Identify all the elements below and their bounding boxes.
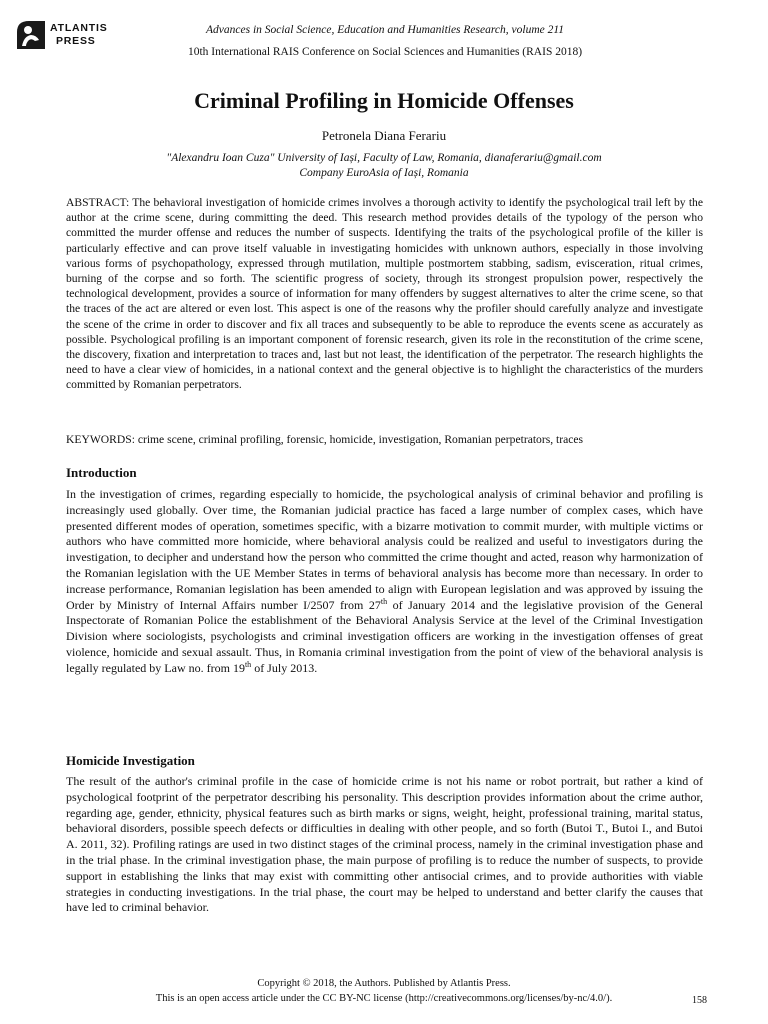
affiliation-line1: "Alexandru Ioan Cuza" University of Iași, Faculty of Law, Romania, dianaferariu@gmail.com [166,152,602,164]
publisher-name-line2: PRESS [56,35,96,47]
keywords: KEYWORDS: crime scene, criminal profiling, forensic, homicide, investigation, Romanian perpetrators, traces [66,433,584,446]
paper-title: Criminal Profiling in Homicide Offenses [194,88,574,113]
footer-copyright: Copyright © 2018, the Authors. Published by Atlantis Press. [257,978,511,989]
abstract: ABSTRACT: The behavioral investigation of homicide crimes involves a thorough activity to identify the psychological trail left by the author at the crime scene, during committing the deed. This research method provides details of the typology of the person who committed the murder offense and reduces the number of suspects. Identifying the traits of the psychological profile of the killer is particularly effective and can prove itself valuable in investigating homicides with unknown authors, especially in those involving various forms of psychopathology, expressed through mutilation, multiple postmortem stabbing, sadism, evisceration, ritual crimes, burning of the corpse and so forth. The scientific progress of society, through its strongest propulsion power, respectively the technological development, provides a source of information for many offenders by suggest alternatives to alter the crime scene, so that the traces of the act are altered or even lost. This aspect is one of the reasons why the profiler should carefully analyze and investigate the scene of the crime in order to discover and fix all traces and subsequently to be able to reproduce the events scene as accurately as possible. Psychological profiling is an important component of forensic research, given its role in the reconstitution of the crime scene, the discovery, fixation and interpretation to traces and, last but not least, the identification of the perpetrator. The research highlights the need to have a clear view of homicides, in a national context and the general objective is to highlight the characteristics of the murders committed by Romanian perpetrators. [66,196,703,392]
intro-text-part3: of July 2013. [251,660,318,675]
author-name: Petronela Diana Ferariu [321,128,447,143]
intro-text-part2: of January 2014 and the legislative provision of the General Inspectorate of Romanian Police the establishment of the Behavioral Analysis Service at the level of the Criminal Investigation Division where sociologists, psychologists and criminal investigation officers are working in the investigation offenses of great violence, homicide and sexual assault. Thus, in Romania criminal investigation from the point of view of the behavioral analysis is legally regulated by Law no. from 19 [66,597,703,675]
homicide-investigation-paragraph: The result of the author's criminal profile in the case of homicide crime is not his name or robot portrait, but rather a kind of psychological footprint of the perpetrator describing his personality. This description provides information about the crime author, regarding age, gender, ethnicity, physical features such as birth marks or signs, weight, height, professional training, marital status, behavioral disorders, possible speech defects or difficulties in dealing with other people, and so forth (Butoi T., Butoi I., and Butoi A. 2011, 32). Profiling ratings are used in two distinct stages of the criminal process, namely in the criminal investigation phase and in the trial phase. In the criminal investigation phase, the main purpose of profiling is to reduce the number of suspects, to provide support in establishing the links that may exist with committing other antisocial crimes, and to provide authorities with viable strategies in conducting investigations. In the trial phase, the court may be helped to understand and better clarify the causes that have led to criminal behavior. [66,774,703,915]
intro-superscript-1: th [380,596,388,606]
intro-text-part1: In the investigation of crimes, regarding especially to homicide, the psychological analysis of criminal behavior and profiling is increasingly used globally. Over time, the Romanian judicial practice has faced a large number of complex cases, which have presented different modes of operation, sometimes specific, with a bizarre motivation to commit murder, with multiple victims or authors who have committed more homicide, where behavioral analysis could be realized and useful to investigators during the investigation, to decipher and understand how the person who committed the crime thought and acted, reason why harmonization of the Romanian legislation with the UE Member States in terms of behavioral analysis has become more than necessary. In order to increase performance, Romanian legislation has been amended to align with European legislation and was approved by issuing the Order by Ministry of Internal Affairs number I/2507 from 27 [66,487,703,612]
conference-header: 10th International RAIS Conference on Social Sciences and Humanities (RAIS 2018) [187,46,583,58]
publisher-name-line1: ATLANTIS [50,22,108,34]
affiliation-line2: Company EuroAsia of Iași, Romania [299,167,469,179]
series-header: Advances in Social Science, Education and Humanities Research, volume 211 [206,24,564,36]
introduction-paragraph [66,487,703,677]
page-number: 158 [692,995,707,1006]
section-heading-introduction: Introduction [66,465,137,480]
intro-superscript-2: th [244,659,252,669]
atlantis-press-icon [14,18,48,52]
footer-license: This is an open access article under the CC BY-NC license (http://creativecommons.org/licenses/by-nc/4.0/). [155,993,613,1004]
section-heading-homicide-investigation: Homicide Investigation [66,753,195,768]
publisher-logo [14,18,124,60]
